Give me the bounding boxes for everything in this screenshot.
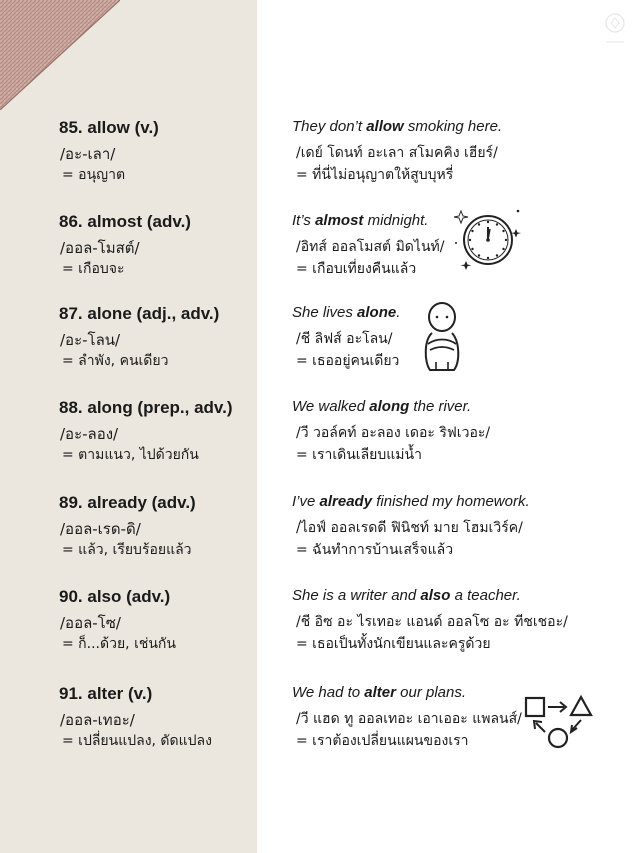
vocab-pronunciation: /ออล-โซ/ bbox=[60, 614, 121, 632]
example-sentence: We had to alter our plans. bbox=[292, 684, 467, 701]
vocab-word: 86. almost (adv.) bbox=[59, 212, 191, 231]
example-meaning: = ที่นี่ไม่อนุญาตให้สูบบุหรี่ bbox=[296, 167, 454, 183]
vocab-meaning: = ก็...ด้วย, เช่นกัน bbox=[62, 636, 176, 652]
example-meaning: = ฉันทำการบ้านเสร็จแล้ว bbox=[296, 542, 454, 558]
vocab-word: 88. along (prep., adv.) bbox=[59, 398, 233, 417]
vocab-pronunciation: /ออล-เทอะ/ bbox=[60, 711, 135, 729]
example-meaning: = เธอเป็นทั้งนักเขียนและครูด้วย bbox=[296, 636, 491, 652]
example-pronunciation: /อิทส์ ออลโมสต์ มิดไนท์/ bbox=[296, 239, 445, 255]
vocab-entry-89 bbox=[0, 493, 640, 583]
vocab-word: 90. also (adv.) bbox=[59, 587, 171, 606]
example-sentence: It’s almost midnight. bbox=[292, 212, 429, 229]
example-meaning: = เกือบเที่ยงคืนแล้ว bbox=[296, 261, 417, 277]
vocab-pronunciation: /ออล-โมสต์/ bbox=[60, 239, 140, 257]
vocab-meaning: = ลำพัง, คนเดียว bbox=[62, 353, 169, 369]
vocab-pronunciation: /อะ-โลน/ bbox=[60, 331, 121, 349]
vocab-word: 85. allow (v.) bbox=[59, 118, 159, 137]
example-pronunciation: /ชี ลิฟส์ อะโลน/ bbox=[296, 331, 393, 347]
example-meaning: = เธออยู่คนเดียว bbox=[296, 353, 400, 369]
corner-decoration bbox=[0, 0, 120, 110]
example-sentence: She is a writer and also a teacher. bbox=[292, 587, 521, 604]
logo-icon bbox=[602, 12, 628, 46]
vocab-meaning: = เกือบจะ bbox=[62, 261, 125, 277]
vocab-meaning: = อนุญาต bbox=[62, 167, 126, 183]
example-pronunciation: /เดย์ โดนท์ อะเลา สโมคคิง เฮียร์/ bbox=[296, 145, 498, 161]
vocab-pronunciation: /ออล-เรด-ดิ/ bbox=[60, 520, 141, 538]
sitting-person-icon bbox=[416, 300, 468, 374]
example-pronunciation: /ชี อิซ อะ ไรเทอะ แอนด์ ออลโซ อะ ทีชเชอะ/ bbox=[296, 614, 568, 630]
vocab-pronunciation: /อะ-ลอง/ bbox=[60, 425, 119, 443]
example-sentence: She lives alone. bbox=[292, 304, 401, 321]
example-sentence: They don’t allow smoking here. bbox=[292, 118, 503, 135]
example-meaning: = เราต้องเปลี่ยนแผนของเรา bbox=[296, 733, 469, 749]
example-pronunciation: /ไอฟ์ ออลเรดดี ฟินิชท์ มาย โฮมเวิร์ค/ bbox=[296, 520, 523, 536]
vocab-pronunciation: /อะ-เลา/ bbox=[60, 145, 116, 163]
example-pronunciation: /วี วอล์คท์ อะลอง เดอะ ริฟเวอะ/ bbox=[296, 425, 491, 441]
example-meaning: = เราเดินเลียบแม่น้ำ bbox=[296, 447, 422, 463]
vocab-meaning: = แล้ว, เรียบร้อยแล้ว bbox=[62, 542, 192, 558]
vocab-word: 91. alter (v.) bbox=[59, 684, 153, 703]
example-pronunciation: /วี แฮด ทู ออลเทอะ เอาเออะ แพลนส์/ bbox=[296, 711, 522, 727]
shapes-cycle-icon bbox=[520, 692, 596, 750]
vocab-word: 87. alone (adj., adv.) bbox=[59, 304, 220, 323]
vocab-entry-90 bbox=[0, 587, 640, 677]
vocab-entry-87 bbox=[0, 304, 640, 394]
vocab-entry-86 bbox=[0, 212, 640, 302]
vocab-word: 89. already (adv.) bbox=[59, 493, 196, 512]
vocab-entry-85 bbox=[0, 118, 640, 208]
vocab-meaning: = เปลี่ยนแปลง, ดัดแปลง bbox=[62, 733, 212, 749]
example-sentence: We walked along the river. bbox=[292, 398, 472, 415]
clock-icon bbox=[452, 203, 524, 277]
vocab-entry-88 bbox=[0, 398, 640, 488]
example-sentence: I’ve already finished my homework. bbox=[292, 493, 530, 510]
vocab-meaning: = ตามแนว, ไปด้วยกัน bbox=[62, 447, 199, 463]
